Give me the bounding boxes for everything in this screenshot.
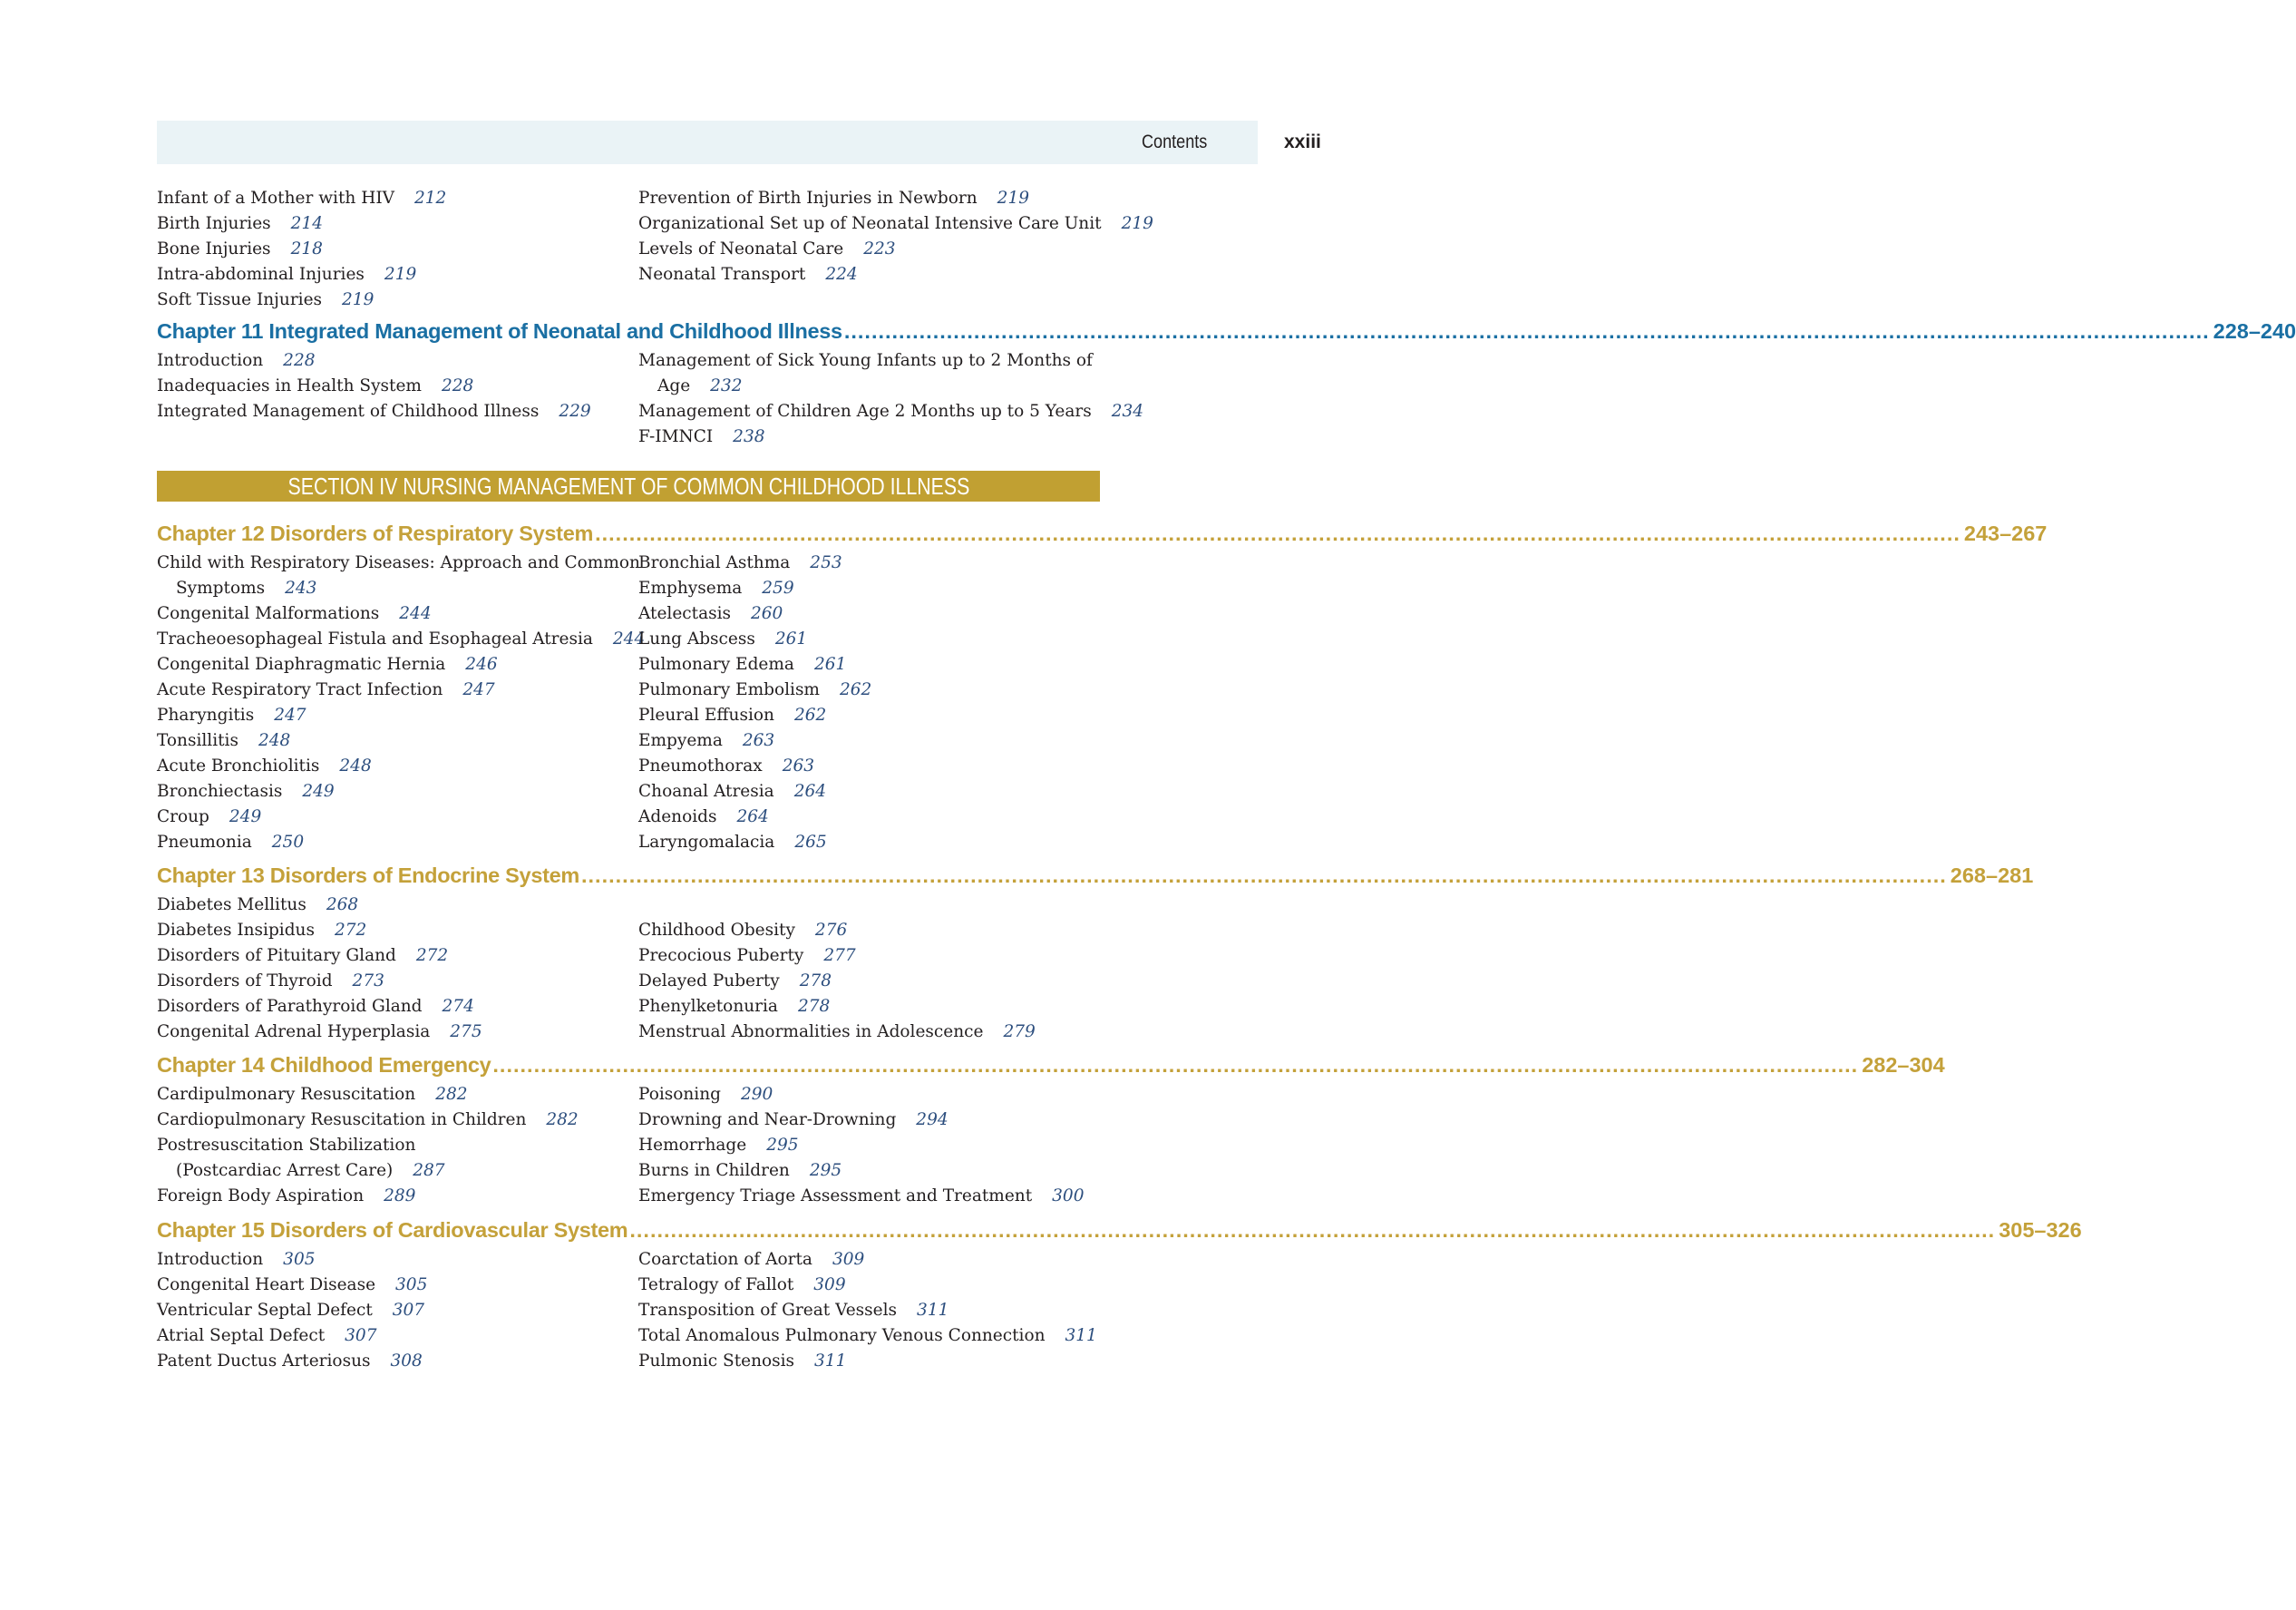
toc-entry-title: Age [657, 376, 691, 395]
entries-left-column [157, 186, 638, 313]
chapter-title: Chapter 13 Disorders of Endocrine System [157, 864, 579, 887]
toc-entry-title: Management of Sick Young Infants up to 2 Months of [638, 351, 1093, 370]
toc-entry-title: Poisoning [638, 1085, 721, 1104]
toc-entry [638, 348, 1100, 374]
entries-block-chapter15 [157, 1247, 1100, 1374]
toc-entry-title: Congenital Heart Disease [157, 1275, 376, 1294]
toc-entry-page: 277 [823, 946, 856, 965]
toc-entry [638, 262, 1100, 288]
toc-entry [638, 969, 1100, 994]
toc-entry-page: 290 [740, 1085, 773, 1104]
toc-entry [157, 652, 638, 678]
entries-right-column [638, 1082, 1100, 1209]
chapter-12-heading [157, 517, 2048, 550]
toc-entry [157, 918, 638, 943]
toc-entry [157, 969, 638, 994]
toc-entry-title: Integrated Management of Childhood Illness [157, 402, 540, 421]
toc-entry-title: Pulmonic Stenosis [638, 1351, 795, 1371]
toc-entry-title: Adenoids [638, 807, 717, 826]
toc-entry-page: 212 [414, 189, 447, 208]
toc-entry-title: Drowning and Near-Drowning [638, 1110, 897, 1129]
toc-entry-title: Burns in Children [638, 1161, 790, 1180]
toc-entry-page: 260 [751, 604, 783, 623]
toc-entry-title: Transposition of Great Vessels [638, 1301, 898, 1320]
toc-entry-title: Congenital Diaphragmatic Hernia [157, 655, 446, 674]
toc-entry-page: 287 [413, 1161, 445, 1180]
toc-entry [638, 1184, 1100, 1209]
chapter-page-range: 228–240 [2213, 319, 2296, 343]
toc-entry-title: Phenylketonuria [638, 997, 778, 1016]
toc-entry-page: 234 [1111, 402, 1144, 421]
toc-entry-title: Tracheoesophageal Fistula and Esophageal Atresia [157, 629, 593, 649]
toc-entry-page: 311 [814, 1351, 847, 1371]
toc-entry [157, 779, 638, 805]
toc-entry-page: 262 [839, 680, 872, 699]
toc-entry [157, 211, 638, 237]
toc-entry-page: 262 [793, 706, 827, 725]
toc-entry-page: 307 [345, 1326, 377, 1345]
toc-entry-page: 279 [1003, 1022, 1036, 1041]
toc-entry-title: Disorders of Parathyroid Gland [157, 997, 423, 1016]
entries-block-chapter11 [157, 348, 1144, 450]
chapter-title: Chapter 12 Disorders of Respiratory System [157, 522, 594, 545]
chapter-11-heading [157, 315, 2296, 347]
toc-entry-page: 295 [766, 1136, 799, 1155]
chapter-14-heading [157, 1049, 1945, 1081]
toc-entry [157, 374, 638, 399]
dot-leader [492, 1049, 1858, 1081]
toc-entry-title: Disorders of Thyroid [157, 971, 333, 990]
section-banner-label: SECTION IV NURSING MANAGEMENT OF COMMON CHILDHOOD ILLNESS [287, 473, 969, 500]
toc-entry-page: 307 [392, 1301, 425, 1320]
toc-entry-page: 219 [1121, 214, 1153, 233]
toc-entry [638, 1323, 1100, 1349]
toc-entry-title: Disorders of Pituitary Gland [157, 946, 396, 965]
chapter-title: Chapter 15 Disorders of Cardiovascular System [157, 1218, 628, 1242]
toc-entry-page: 272 [334, 921, 367, 940]
dot-leader [629, 1214, 1995, 1246]
toc-entry [638, 374, 1100, 399]
toc-entry-page: 311 [1065, 1326, 1097, 1345]
toc-entry-title: Emphysema [638, 579, 743, 598]
toc-entry [157, 805, 638, 830]
toc-entry-title: Bronchial Asthma [638, 553, 791, 572]
toc-entry-title: Choanal Atresia [638, 782, 774, 801]
running-header-title: Contents [1142, 132, 1208, 152]
toc-entry-page: 305 [395, 1275, 428, 1294]
toc-entry [638, 1082, 1100, 1107]
dot-leader [844, 315, 2210, 347]
toc-entry [638, 805, 1100, 830]
toc-entry [638, 994, 1100, 1020]
dot-leader [581, 859, 1947, 892]
page-number: xxiii [1284, 132, 1321, 152]
toc-entry-title: Acute Bronchiolitis [157, 756, 320, 776]
toc-entry [157, 627, 646, 652]
toc-entry-page: 282 [435, 1085, 468, 1104]
toc-entry-page: 247 [274, 706, 306, 725]
toc-entry [638, 601, 1100, 627]
toc-entry-page: 244 [612, 629, 646, 649]
toc-entry [638, 893, 1100, 918]
toc-entry-page: 219 [342, 290, 375, 309]
toc-entry-page: 232 [710, 376, 743, 395]
toc-entry-page: 274 [442, 997, 474, 1016]
toc-entry-page: 265 [794, 833, 827, 852]
toc-entry [638, 918, 1100, 943]
toc-entry [638, 1133, 1100, 1158]
toc-entry-title: Congenital Malformations [157, 604, 380, 623]
toc-entry-page: 249 [229, 807, 262, 826]
toc-entry [157, 754, 638, 779]
toc-entry [638, 1273, 1100, 1298]
toc-entry-title: Total Anomalous Pulmonary Venous Connection [638, 1326, 1046, 1345]
toc-entry-page: 276 [814, 921, 848, 940]
toc-entry [638, 576, 1100, 601]
toc-entry [638, 627, 1100, 652]
toc-entry-title: Tetralogy of Fallot [638, 1275, 794, 1294]
toc-entry-page: 309 [813, 1275, 846, 1294]
toc-entry-page: 309 [832, 1250, 865, 1269]
entries-block-chapter14 [157, 1082, 1100, 1209]
entries-right-column [638, 348, 1144, 450]
entries-left-column [157, 348, 638, 450]
entries-right-column [638, 186, 1153, 313]
toc-entry [157, 1323, 638, 1349]
toc-entry-title: Levels of Neonatal Care [638, 239, 844, 259]
toc-entry [638, 728, 1100, 754]
toc-entry-page: 214 [290, 214, 323, 233]
toc-entry-title: Pharyngitis [157, 706, 255, 725]
toc-entry-title: Hemorrhage [638, 1136, 747, 1155]
toc-entry-page: 264 [736, 807, 769, 826]
chapter-page-range: 305–326 [1999, 1218, 2082, 1242]
toc-entry [157, 1184, 638, 1209]
toc-entry-title: Tonsillitis [157, 731, 238, 750]
toc-entry [638, 754, 1100, 779]
toc-entry-title: Ventricular Septal Defect [157, 1301, 373, 1320]
toc-entry-title: Congenital Adrenal Hyperplasia [157, 1022, 431, 1041]
toc-entry [157, 1107, 638, 1133]
toc-entry [157, 601, 638, 627]
toc-entry-title: Diabetes Insipidus [157, 921, 315, 940]
toc-entry-title: Precocious Puberty [638, 946, 804, 965]
toc-entry-page: 249 [302, 782, 335, 801]
chapter-page-range: 268–281 [1950, 864, 2034, 887]
toc-entry-page: 219 [384, 265, 417, 284]
toc-entry-page: 273 [352, 971, 384, 990]
toc-entry-title: Introduction [157, 351, 264, 370]
toc-entry [638, 1298, 1100, 1323]
toc-entry-page: 219 [997, 189, 1029, 208]
toc-entry [157, 830, 638, 855]
toc-entry [157, 1020, 638, 1045]
toc-entry [638, 652, 1100, 678]
toc-entry-title: Empyema [638, 731, 723, 750]
toc-entry-title: Emergency Triage Assessment and Treatment [638, 1186, 1033, 1205]
toc-entry-page: 261 [813, 655, 847, 674]
entries-left-column [157, 1247, 638, 1374]
toc-entry [157, 576, 638, 601]
toc-entry-page: 294 [916, 1110, 949, 1129]
toc-entry-page: 278 [797, 997, 831, 1016]
toc-entry-title: Cardipulmonary Resuscitation [157, 1085, 416, 1104]
toc-entry-page: 268 [326, 895, 359, 914]
toc-entry-title: Childhood Obesity [638, 921, 795, 940]
toc-entry [157, 551, 638, 576]
entries-right-column [638, 551, 1100, 855]
toc-entry [638, 211, 1153, 237]
toc-entry-title: Inadequacies in Health System [157, 376, 422, 395]
toc-entry-page: 272 [415, 946, 449, 965]
entries-block-chapter13 [157, 893, 1100, 1045]
toc-entry-title: Introduction [157, 1250, 264, 1269]
toc-entry-page: 229 [559, 402, 591, 421]
toc-entry-page: 295 [809, 1161, 842, 1180]
toc-entry-title: Bone Injuries [157, 239, 271, 259]
toc-entry-title: Atelectasis [638, 604, 732, 623]
contents-body [157, 186, 2296, 1374]
chapter-13-heading [157, 859, 2034, 892]
chapter-page-range: 243–267 [1963, 522, 2048, 545]
toc-entry [157, 288, 638, 313]
toc-entry [157, 1158, 638, 1184]
toc-entry [638, 830, 1100, 855]
toc-entry-title: Neonatal Transport [638, 265, 806, 284]
toc-entry-title: (Postcardiac Arrest Care) [176, 1161, 394, 1180]
toc-entry-page: 223 [863, 239, 896, 259]
toc-entry-title: Coarctation of Aorta [638, 1250, 812, 1269]
toc-entry [157, 262, 638, 288]
chapter-title: Chapter 14 Childhood Emergency [157, 1053, 491, 1077]
toc-entry-title: Acute Respiratory Tract Infection [157, 680, 443, 699]
running-header [157, 121, 1321, 164]
toc-entry [157, 399, 638, 424]
toc-entry [157, 728, 638, 754]
toc-entry-title: Birth Injuries [157, 214, 271, 233]
toc-entry-title: Organizational Set up of Neonatal Intensive Care Unit [638, 214, 1102, 233]
entries-left-column [157, 893, 638, 1045]
toc-entry-page: 311 [917, 1301, 949, 1320]
toc-entry-page: 248 [339, 756, 372, 776]
toc-entry-page: 247 [462, 680, 495, 699]
toc-entry-page: 263 [782, 756, 815, 776]
toc-entry [638, 237, 1100, 262]
toc-entry-title: Lung Abscess [638, 629, 755, 649]
toc-entry-title: Atrial Septal Defect [157, 1326, 326, 1345]
toc-entry-page: 228 [283, 351, 316, 370]
toc-entry-title: Foreign Body Aspiration [157, 1186, 365, 1205]
toc-entry [157, 994, 638, 1020]
toc-entry-page: 246 [465, 655, 498, 674]
chapter-page-range: 282–304 [1862, 1053, 1945, 1077]
toc-entry-title: F-IMNCI [638, 427, 714, 446]
toc-entry [157, 348, 638, 374]
toc-entry-page: 300 [1052, 1186, 1085, 1205]
toc-entry [638, 703, 1100, 728]
toc-entry [638, 1107, 1100, 1133]
toc-entry-page: 244 [399, 604, 432, 623]
toc-entry [638, 1020, 1100, 1045]
toc-entry [638, 779, 1100, 805]
toc-entry [638, 551, 1100, 576]
toc-entry-page: 282 [546, 1110, 579, 1129]
entries-left-column [157, 1082, 638, 1209]
toc-entry [157, 1082, 638, 1107]
toc-entry [638, 943, 1100, 969]
toc-entry-page: 250 [271, 833, 305, 852]
toc-entry-page: 228 [441, 376, 474, 395]
toc-entry [157, 943, 638, 969]
toc-entry-title: Croup [157, 807, 209, 826]
entries-left-column [157, 551, 646, 855]
toc-entry-page: 305 [283, 1250, 316, 1269]
toc-entry-title: Infant of a Mother with HIV [157, 189, 394, 208]
toc-entry-title: Symptoms [176, 579, 266, 598]
toc-entry-title: Bronchiectasis [157, 782, 283, 801]
toc-entry [638, 399, 1144, 424]
entries-block-chapter10-continued [157, 186, 1153, 313]
toc-entry-title: Intra-abdominal Injuries [157, 265, 365, 284]
toc-entry-title: Postresuscitation Stabilization [157, 1136, 416, 1155]
toc-entry-title: Soft Tissue Injuries [157, 290, 323, 309]
toc-entry-title: Prevention of Birth Injuries in Newborn [638, 189, 978, 208]
toc-entry-title: Child with Respiratory Diseases: Approach and Common [157, 553, 640, 572]
toc-entry-title: Pulmonary Edema [638, 655, 794, 674]
toc-entry-title: Patent Ductus Arteriosus [157, 1351, 371, 1371]
dot-leader [595, 517, 1960, 550]
toc-entry-page: 263 [742, 731, 775, 750]
toc-entry-page: 264 [793, 782, 826, 801]
toc-entry-title: Cardiopulmonary Resuscitation in Children [157, 1110, 527, 1129]
toc-entry [157, 1349, 638, 1374]
toc-entry [157, 1133, 638, 1158]
toc-entry-page: 278 [799, 971, 832, 990]
toc-entry-page: 224 [825, 265, 858, 284]
toc-entry [157, 1298, 638, 1323]
section-banner [157, 471, 1100, 502]
toc-entry [638, 186, 1100, 211]
toc-entry [157, 237, 638, 262]
toc-entry [157, 703, 638, 728]
toc-entry-page: 253 [810, 553, 842, 572]
toc-entry-page: 261 [774, 629, 808, 649]
toc-entry-page: 218 [290, 239, 323, 259]
toc-entry-title: Pneumonia [157, 833, 252, 852]
toc-entry [157, 186, 638, 211]
toc-entry-page: 275 [450, 1022, 482, 1041]
toc-entry-title: Diabetes Mellitus [157, 895, 306, 914]
toc-entry [157, 678, 638, 703]
toc-entry [157, 893, 638, 918]
toc-entry-page: 243 [285, 579, 317, 598]
toc-entry-title: Menstrual Abnormalities in Adolescence [638, 1022, 984, 1041]
entries-block-chapter12 [157, 551, 1100, 855]
toc-entry [638, 1158, 1100, 1184]
toc-entry-title: Pleural Effusion [638, 706, 774, 725]
toc-entry [638, 1247, 1100, 1273]
chapter-15-heading [157, 1214, 2082, 1246]
toc-entry-title: Pulmonary Embolism [638, 680, 820, 699]
toc-entry [638, 678, 1100, 703]
toc-entry-title: Pneumothorax [638, 756, 763, 776]
entries-right-column [638, 893, 1100, 1045]
toc-entry-page: 248 [258, 731, 291, 750]
toc-entry-page: 238 [733, 427, 765, 446]
toc-entry-page: 289 [384, 1186, 416, 1205]
toc-entry [157, 1247, 638, 1273]
chapter-title: Chapter 11 Integrated Management of Neonatal and Childhood Illness [157, 319, 842, 343]
toc-entry [638, 424, 1100, 450]
toc-entry-title: Delayed Puberty [638, 971, 780, 990]
toc-entry-page: 259 [762, 579, 794, 598]
toc-entry-title: Management of Children Age 2 Months up to 5 Years [638, 402, 1092, 421]
toc-entry [157, 1273, 638, 1298]
toc-entry-page: 308 [390, 1351, 423, 1371]
toc-entry-title: Laryngomalacia [638, 833, 775, 852]
toc-entry [638, 1349, 1100, 1374]
entries-right-column [638, 1247, 1100, 1374]
